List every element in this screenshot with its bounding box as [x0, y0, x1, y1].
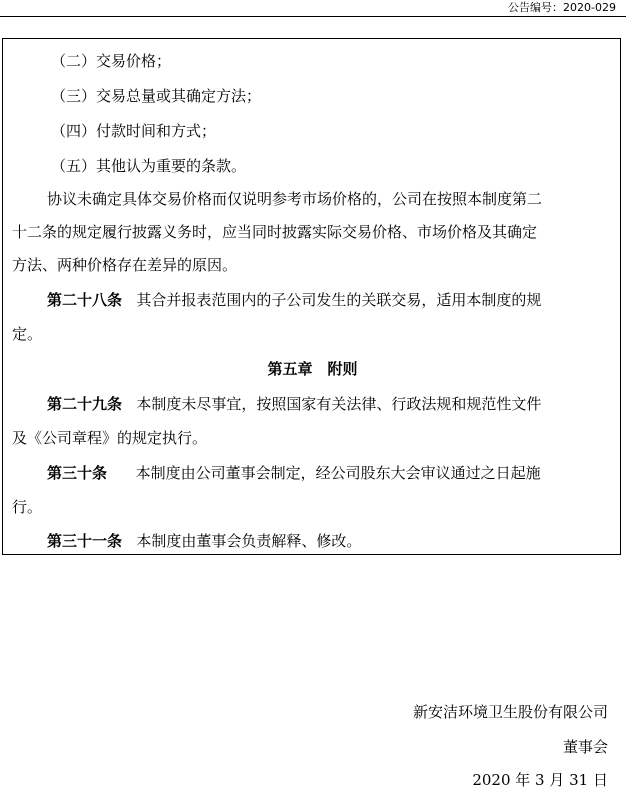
- article-label: 第三十一条: [47, 532, 123, 550]
- paragraph-line: 定。: [12, 325, 43, 343]
- article-31: [47, 531, 361, 551]
- announcement-number: 公告编号：2020-029: [508, 1, 616, 14]
- list-item: （三）交易总量或其确定方法；: [51, 87, 262, 105]
- article-text: 本制度由公司董事会制定，经公司股东大会审议通过之日起施: [135, 464, 541, 482]
- paragraph-line: 方法、两种价格存在差异的原因。: [12, 256, 238, 274]
- bordered-content-box: [2, 38, 621, 555]
- article-28: [47, 290, 541, 310]
- article-label: 第二十九条: [47, 395, 123, 413]
- article-text: 本制度未尽事宜，按照国家有关法律、行政法规和规范性文件: [136, 395, 542, 413]
- article-text: 其合并报表范围内的子公司发生的关联交易，适用本制度的规: [136, 291, 542, 309]
- paragraph-line: 及《公司章程》的规定执行。: [12, 429, 208, 447]
- list-item: （二）交易价格；: [51, 52, 172, 70]
- paragraph-line: 行。: [12, 498, 43, 516]
- article-30: [47, 463, 541, 483]
- article-text: 本制度由董事会负责解释、修改。: [136, 532, 362, 550]
- article-label: 第三十条: [47, 464, 108, 482]
- signature-date: 2020 年 3 月 31 日: [472, 771, 608, 789]
- list-item: （四）付款时间和方式；: [51, 122, 217, 140]
- chapter-title: 第五章 附则: [267, 360, 358, 378]
- article-29: [47, 394, 541, 414]
- paragraph-line: 协议未确定具体交易价格而仅说明参考市场价格的，公司在按照本制度第二: [47, 190, 543, 208]
- list-item: （五）其他认为重要的条款。: [51, 157, 247, 175]
- paragraph-line: 十二条的规定履行披露义务时，应当同时披露实际交易价格、市场价格及其确定: [12, 223, 538, 241]
- company-name: 新安洁环境卫生股份有限公司: [412, 703, 608, 721]
- board-name: 董事会: [562, 738, 608, 756]
- header-divider: [0, 16, 626, 17]
- article-label: 第二十八条: [47, 291, 123, 309]
